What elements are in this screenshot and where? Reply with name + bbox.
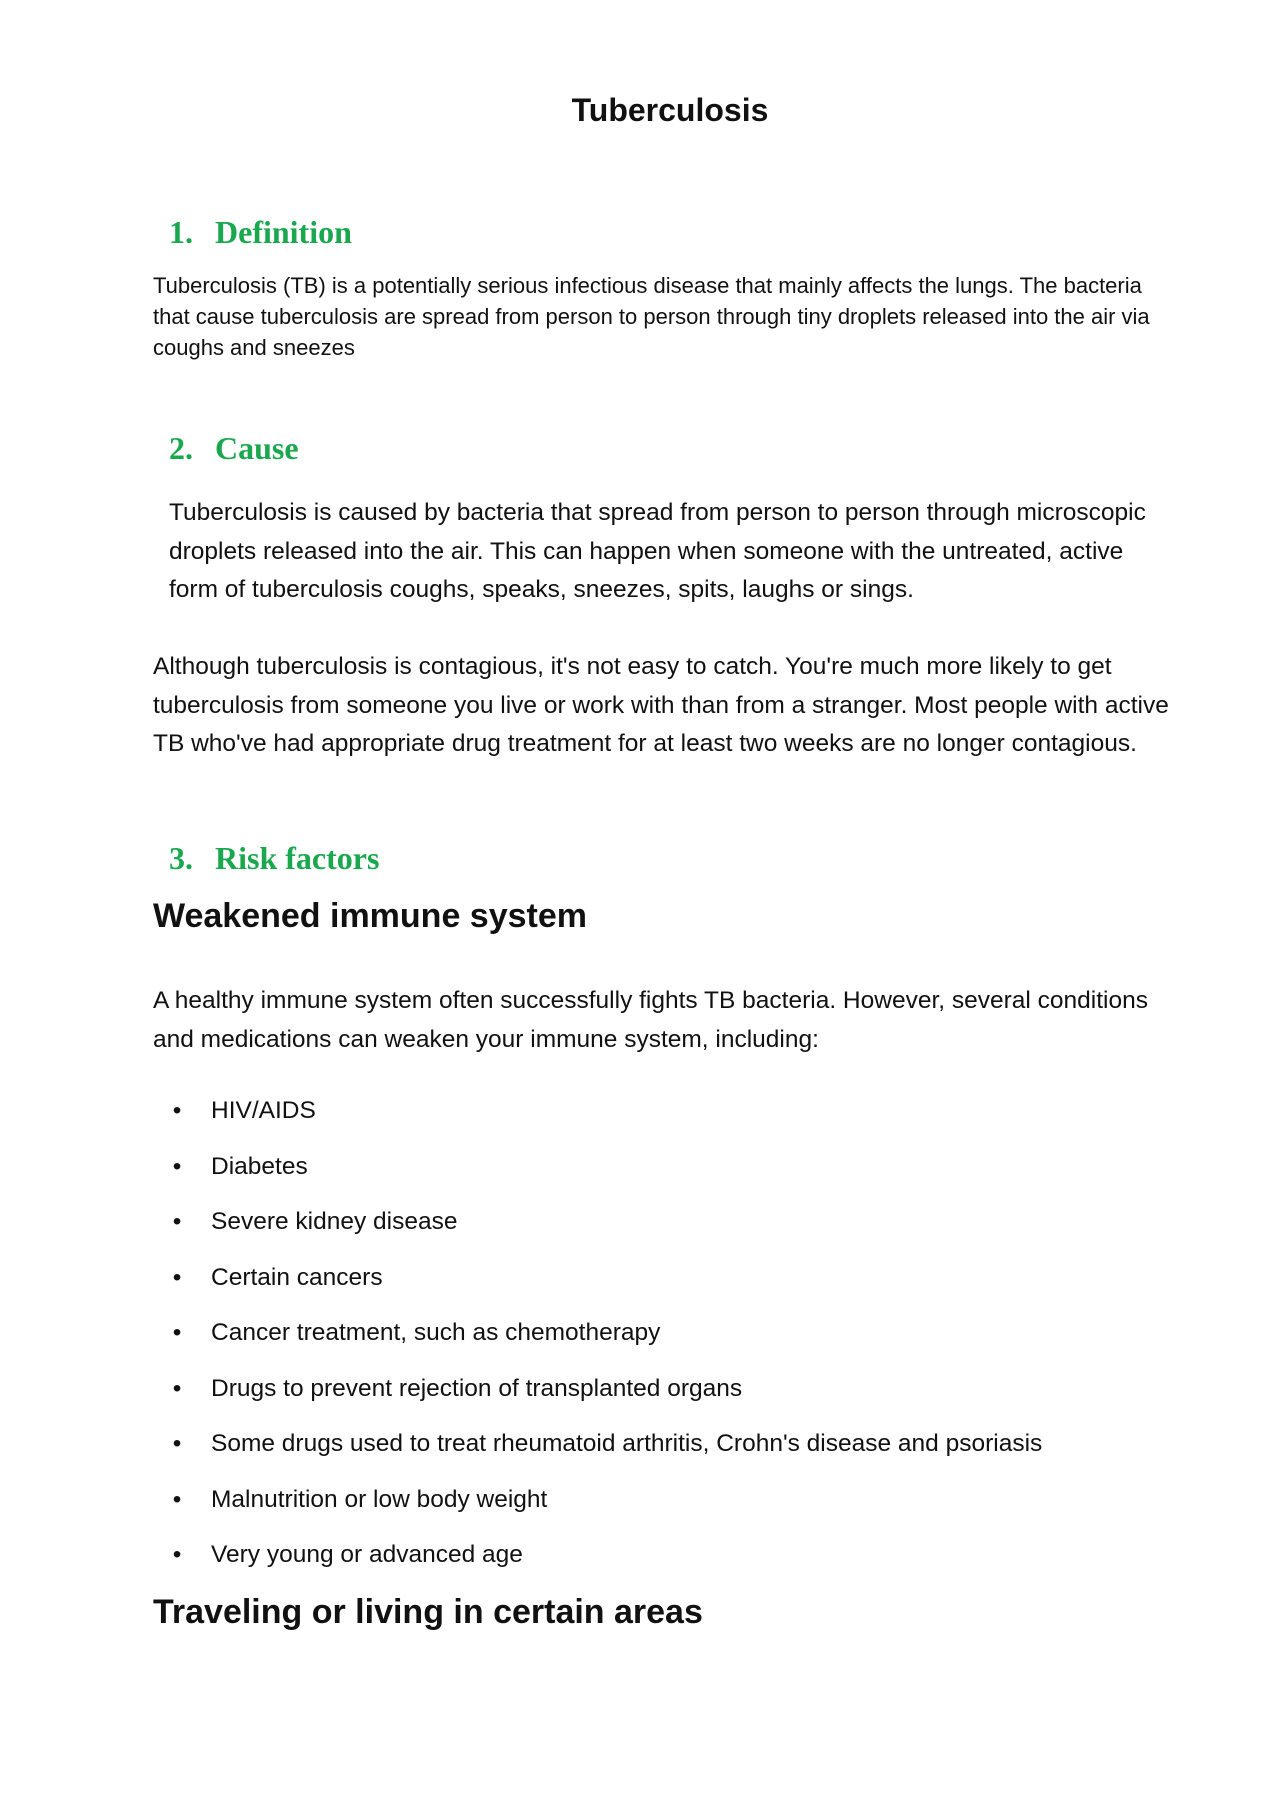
subheading-weakened-immune-system: Weakened immune system (153, 897, 587, 935)
section-heading-cause (169, 428, 299, 468)
immune-intro-paragraph: A healthy immune system often successfully fights TB bacteria. However, several conditions and medications can weaken your immune system, including: (153, 987, 1148, 1053)
bullet-icon: • (172, 1541, 182, 1568)
list-item (153, 1207, 1042, 1263)
section-number: 2. (169, 430, 193, 466)
definition-paragraph: Tuberculosis (TB) is a potentially serious infectious disease that mainly affects the lungs. The bacteria that cause tuberculosis are spread from person to person through tiny droplets released into the air via coughs and sneezes (153, 273, 1150, 360)
list-item (153, 1540, 1042, 1596)
section-number: 3. (169, 840, 193, 876)
list-item (153, 1374, 1042, 1430)
list-item-text: Drugs to prevent rejection of transplanted organs (211, 1374, 743, 1402)
list-item (153, 1429, 1042, 1485)
page-title: Tuberculosis (571, 92, 769, 128)
bullet-icon: • (172, 1319, 182, 1346)
list-item-text: Some drugs used to treat rheumatoid arthritis, Crohn's disease and psoriasis (211, 1430, 1043, 1457)
list-item-text: Malnutrition or low body weight (211, 1485, 548, 1513)
list-item-text: Diabetes (211, 1152, 308, 1180)
section-heading-definition (169, 212, 352, 252)
bullet-icon: • (172, 1374, 182, 1402)
list-item (153, 1096, 1042, 1152)
list-item-text: HIV/AIDS (211, 1097, 316, 1124)
list-item-text: Certain cancers (211, 1263, 383, 1291)
risk-factor-list (153, 1096, 1042, 1596)
bullet-icon: • (172, 1097, 182, 1124)
list-item (153, 1263, 1042, 1319)
bullet-icon: • (172, 1263, 182, 1291)
bullet-icon: • (172, 1430, 182, 1457)
section-title: Definition (215, 214, 352, 250)
section-heading-risk-factors (169, 838, 379, 878)
bullet-icon: • (172, 1485, 182, 1513)
list-item (153, 1485, 1042, 1541)
cause-paragraph-1: Tuberculosis is caused by bacteria that spread from person to person through microscopic droplets released into the air. This can happen when someone with the untreated, active form of tuberculosis coughs, speaks, sneezes, spits, laughs or sings. (169, 499, 1146, 603)
cause-paragraph-2: Although tuberculosis is contagious, it's not easy to catch. You're much more likely to get tuberculosis from someone you live or work with than from a stranger. Most people with active TB who've had appropriate drug treatment for at least two weeks are no longer contagious. (153, 653, 1169, 757)
list-item-text: Cancer treatment, such as chemotherapy (211, 1319, 661, 1346)
list-item (153, 1152, 1042, 1208)
subheading-traveling-or-living: Traveling or living in certain areas (153, 1593, 703, 1631)
bullet-icon: • (172, 1152, 182, 1180)
section-title: Cause (215, 430, 299, 466)
section-title: Risk factors (215, 840, 380, 876)
bullet-icon: • (172, 1208, 182, 1235)
list-item (153, 1318, 1042, 1374)
section-number: 1. (169, 214, 193, 250)
list-item-text: Very young or advanced age (211, 1541, 523, 1568)
list-item-text: Severe kidney disease (211, 1208, 458, 1235)
